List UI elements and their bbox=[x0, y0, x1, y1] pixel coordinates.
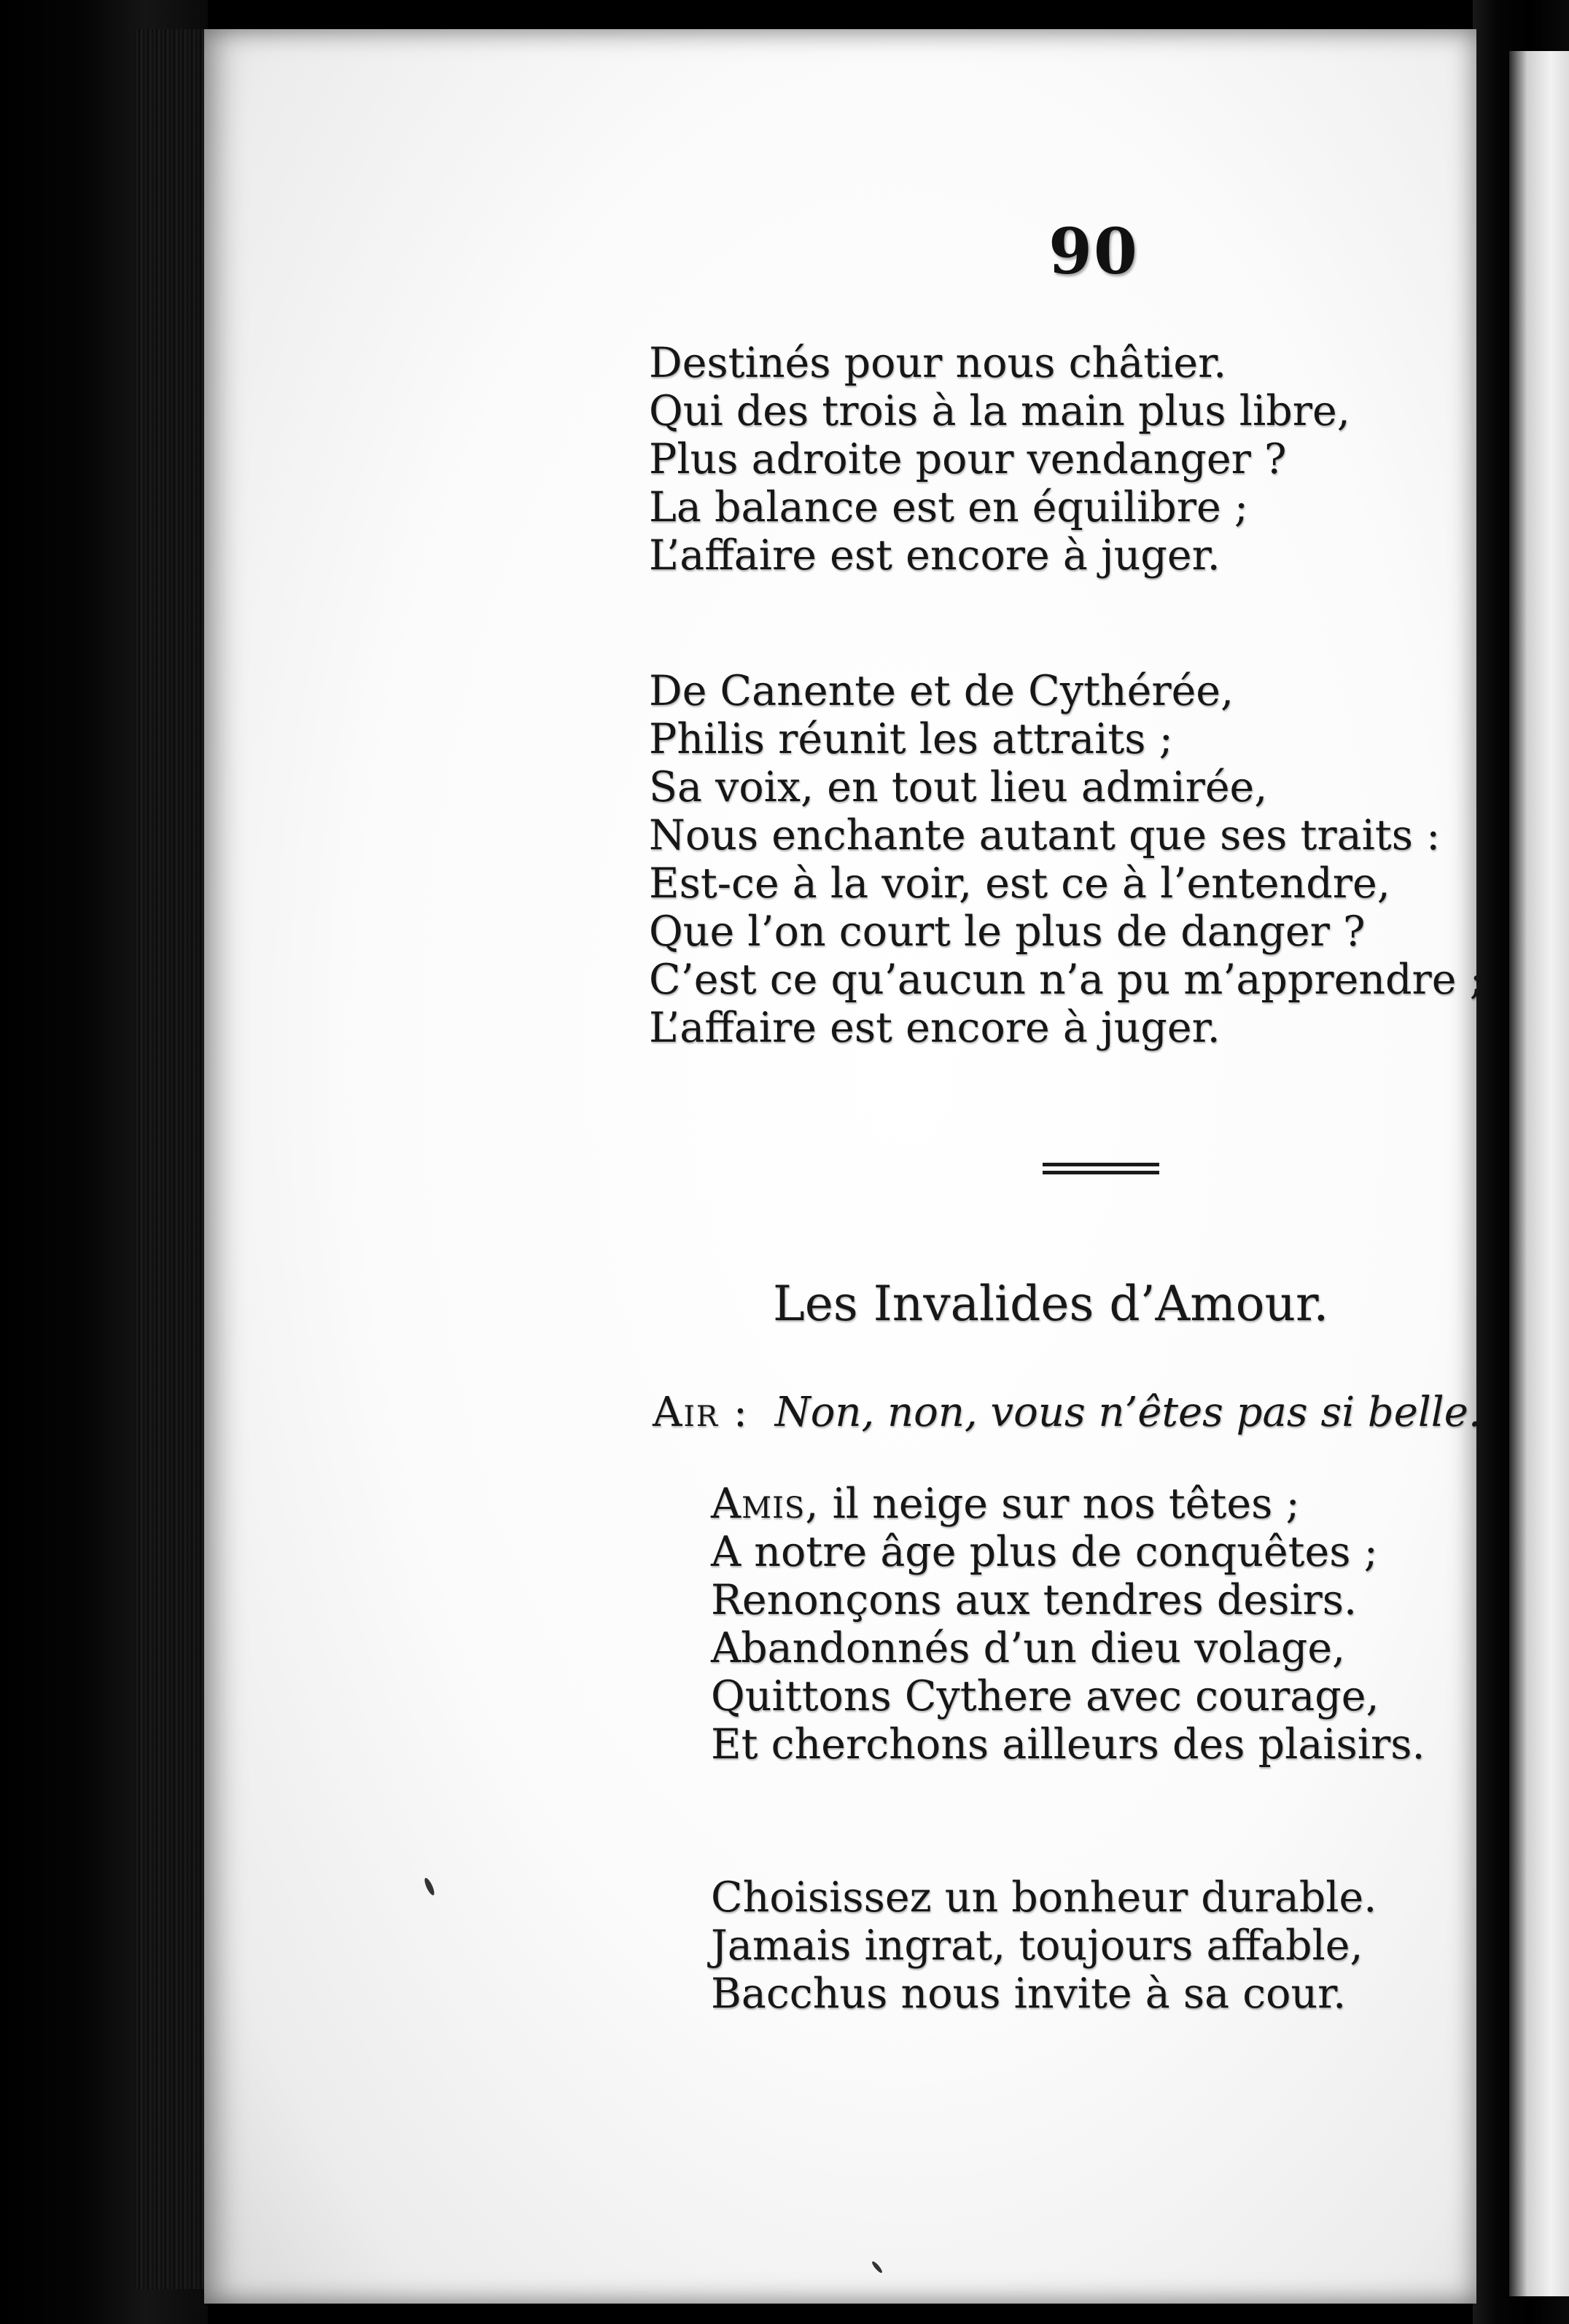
verse-line: Choisissez un bonheur durable. bbox=[711, 1873, 1377, 1922]
section-divider-bottom bbox=[1043, 1171, 1159, 1174]
verse-line: L’affaire est encore à juger. bbox=[649, 1004, 1220, 1052]
ink-speck bbox=[423, 1877, 436, 1897]
verse-line: Et cherchons ailleurs des plaisirs. bbox=[711, 1720, 1425, 1769]
verse-line: Quittons Cythere avec courage, bbox=[711, 1672, 1379, 1720]
section-divider-top bbox=[1043, 1163, 1159, 1166]
facing-page-edge bbox=[1509, 51, 1569, 2296]
page-number: 90 bbox=[1048, 215, 1139, 289]
verse-line: Que l’on court le plus de danger ? bbox=[649, 908, 1366, 956]
song-stanza-1 bbox=[711, 1480, 1425, 1769]
verse-line-rest: il neige sur nos têtes ; bbox=[819, 1480, 1300, 1528]
verse-line: La balance est en équilibre ; bbox=[649, 483, 1249, 531]
song-stanza-2 bbox=[711, 1873, 1377, 2018]
verse-line: A notre âge plus de conquêtes ; bbox=[711, 1528, 1378, 1576]
air-label: Air : bbox=[653, 1389, 749, 1436]
verse-line: Plus adroite pour vendanger ? bbox=[649, 435, 1287, 483]
verse-line: L’affaire est encore à juger. bbox=[649, 531, 1220, 580]
ink-speck bbox=[871, 2260, 883, 2274]
stanza-1 bbox=[649, 339, 1350, 580]
verse-line bbox=[711, 1480, 1425, 1528]
verse-line: Abandonnés d’un dieu volage, bbox=[711, 1624, 1346, 1672]
verse-line: Philis réunit les attraits ; bbox=[649, 715, 1173, 763]
verse-line: Nous enchante autant que ses traits : bbox=[649, 811, 1441, 859]
initial-word: Amis, bbox=[711, 1480, 819, 1528]
stanza-2 bbox=[649, 667, 1484, 1052]
verse-line: Destinés pour nous châtier. bbox=[649, 339, 1227, 387]
page-stack-edges bbox=[135, 29, 215, 2289]
verse-line: Sa voix, en tout lieu admirée, bbox=[649, 763, 1268, 811]
verse-line: Bacchus nous invite à sa cour. bbox=[711, 1970, 1347, 2018]
verse-line: De Canente et de Cythérée, bbox=[649, 667, 1234, 715]
verse-line: Qui des trois à la main plus libre, bbox=[649, 387, 1350, 435]
verse-line: C’est ce qu’aucun n’a pu m’apprendre ; bbox=[649, 956, 1484, 1004]
verse-line: Renonçons aux tendres desirs. bbox=[711, 1576, 1358, 1624]
air-tune: Non, non, vous n’êtes pas si belle. bbox=[774, 1389, 1482, 1436]
air-line bbox=[653, 1389, 1482, 1436]
song-title: Les Invalides d’Amour. bbox=[773, 1276, 1329, 1332]
verse-line: Est-ce à la voir, est ce à l’entendre, bbox=[649, 859, 1390, 908]
book-page bbox=[204, 29, 1484, 2304]
verse-line: Jamais ingrat, toujours affable, bbox=[711, 1922, 1363, 1970]
